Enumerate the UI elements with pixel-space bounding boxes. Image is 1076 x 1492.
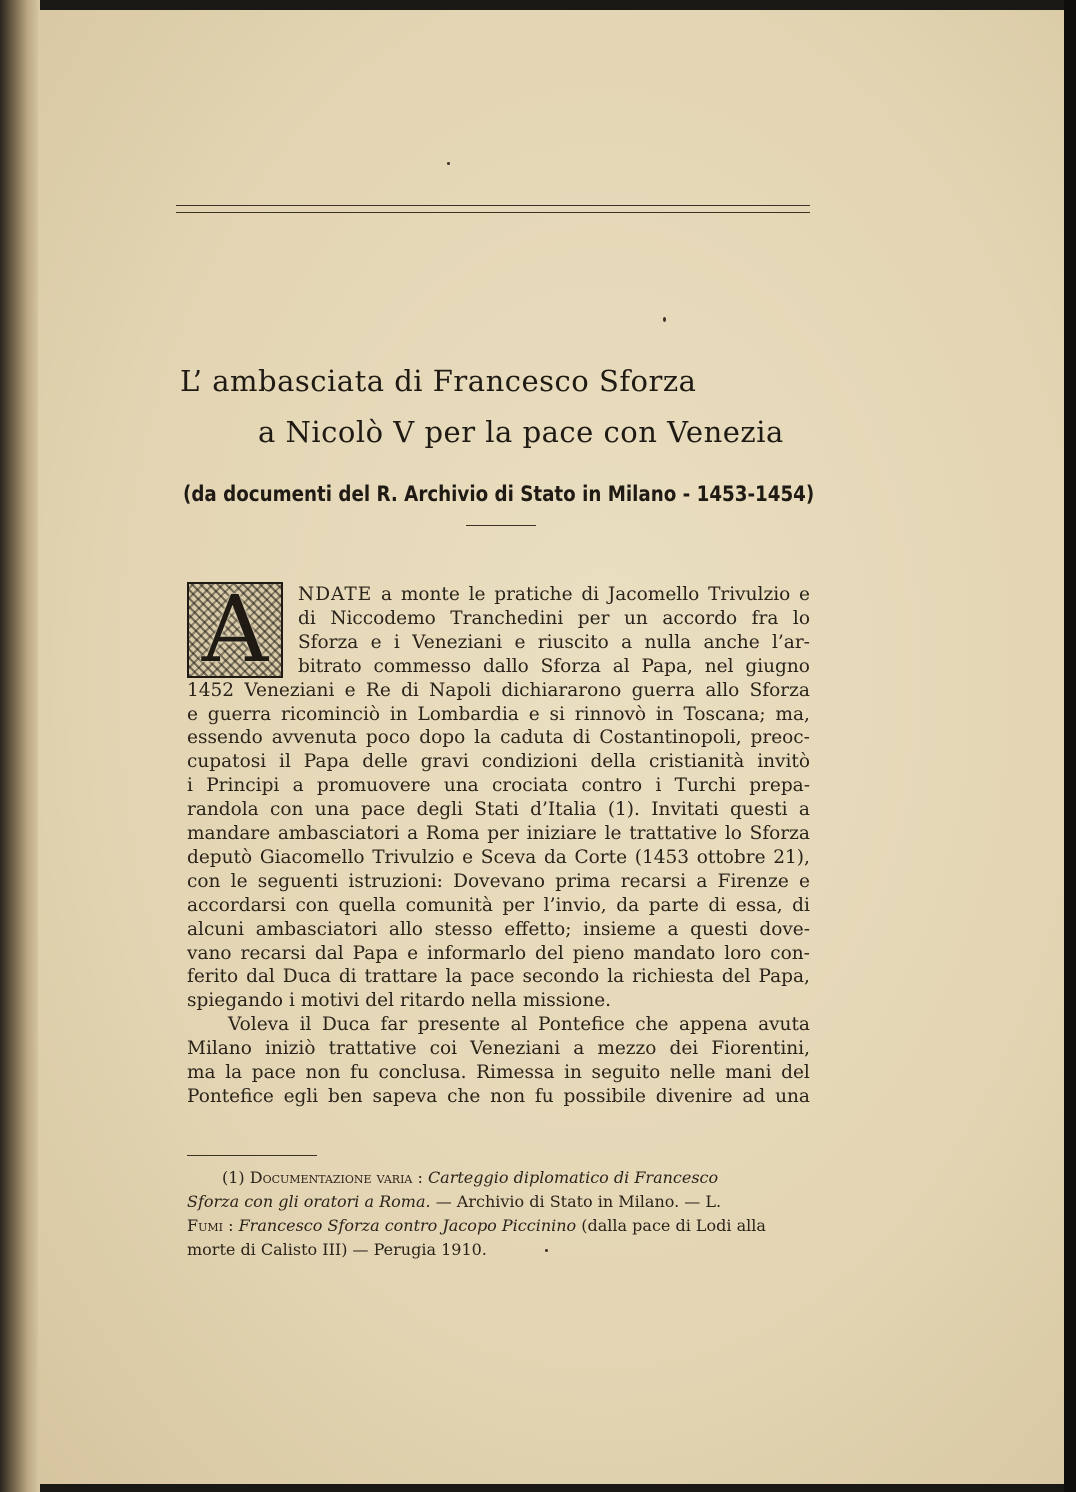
footnote-rule	[187, 1155, 317, 1156]
body-line: alcuni ambasciatori allo stesso effetto; insieme a questi dove-	[187, 919, 810, 940]
article-title-line-1: L’ ambasciata di Francesco Sforza	[180, 364, 697, 398]
body-line: NDATE a monte le pratiche di Jacomello Trivulzio e	[298, 584, 810, 605]
article-subtitle: (da documenti del R. Archivio di Stato in Milano - 1453-1454)	[183, 482, 815, 506]
dropcap-letter: A	[201, 576, 269, 683]
footnote-label: Documentazione varia :	[249, 1168, 423, 1187]
body-line: con le seguenti istruzioni: Dovevano prima recarsi a Firenze e	[187, 871, 810, 892]
book-binding-edge	[0, 0, 40, 1492]
footnote-title-2: Francesco Sforza contro Jacopo Piccinino	[238, 1216, 577, 1235]
body-line: di Niccodemo Tranchedini per un accordo fra lo	[298, 608, 810, 629]
body-line: cupatosi il Papa delle gravi condizioni della cristianità invitò	[187, 751, 810, 772]
footnote-line-3	[187, 1214, 766, 1237]
footnote-marker: (1)	[222, 1168, 245, 1187]
footnote-archive: — Archivio di Stato in Milano. — L.	[435, 1192, 722, 1211]
body-line: deputò Giacomello Trivulzio e Sceva da Corte (1453 ottobre 21),	[187, 847, 810, 868]
body-line: accordarsi con quella comunità per l’invio, da parte di essa, di	[187, 895, 810, 916]
paper-speck	[663, 317, 666, 322]
body-line: e guerra ricominciò in Lombardia e si rinnovò in Toscana; ma,	[187, 704, 810, 725]
footnote-line-2	[187, 1190, 721, 1213]
body-line: mandare ambasciatori a Roma per iniziare le trattative lo Sforza	[187, 823, 810, 844]
body-line: bitrato commesso dallo Sforza al Papa, nel giugno	[298, 656, 810, 677]
body-line: Milano iniziò trattative coi Veneziani a mezzo dei Fiorentini,	[187, 1038, 810, 1059]
header-double-rule	[176, 205, 810, 213]
body-line: vano recarsi dal Papa e informarlo del pieno mandato loro con-	[187, 943, 810, 964]
footnote-context: (dalla pace di Lodi alla	[581, 1216, 766, 1235]
footnote-line-1	[222, 1166, 718, 1189]
body-line: Pontefice egli ben sapeva che non fu possibile divenire ad una	[187, 1086, 810, 1107]
body-line: i Principi a promuovere una crociata contro i Turchi prepa-	[187, 775, 810, 796]
body-line: 1452 Veneziani e Re di Napoli dichiararono guerra allo Sforza	[187, 680, 810, 701]
footnote-author: Fumi :	[187, 1216, 234, 1235]
body-line: Sforza e i Veneziani e riuscito a nulla anche l’ar-	[298, 632, 810, 653]
paper-speck	[545, 1249, 548, 1252]
body-line: essendo avvenuta poco dopo la caduta di Costantinopoli, preoc-	[187, 727, 810, 748]
body-line: ferito dal Duca di trattare la pace secondo la richiesta del Papa,	[187, 966, 810, 987]
footnote-title-1: Carteggio diplomatico di Francesco	[427, 1168, 719, 1187]
body-line: randola con una pace degli Stati d’Italia (1). Invitati questi a	[187, 799, 810, 820]
body-line: spiegando i motivi del ritardo nella missione.	[187, 990, 612, 1011]
page-right-edge	[1064, 0, 1076, 1492]
footnote-title-1b: Sforza con gli oratori a Roma.	[187, 1192, 431, 1211]
ornamental-dropcap	[187, 576, 283, 683]
body-line: Voleva il Duca far presente al Pontefice che appena avuta	[228, 1014, 810, 1035]
body-line: ma la pace non fu conclusa. Rimessa in seguito nelle mani del	[187, 1062, 810, 1083]
paper-speck	[447, 162, 450, 165]
title-separator-rule	[466, 525, 536, 526]
footnote-line-4: morte di Calisto III) — Perugia 1910.	[187, 1240, 487, 1259]
article-title-line-2: a Nicolò V per la pace con Venezia	[258, 415, 784, 449]
